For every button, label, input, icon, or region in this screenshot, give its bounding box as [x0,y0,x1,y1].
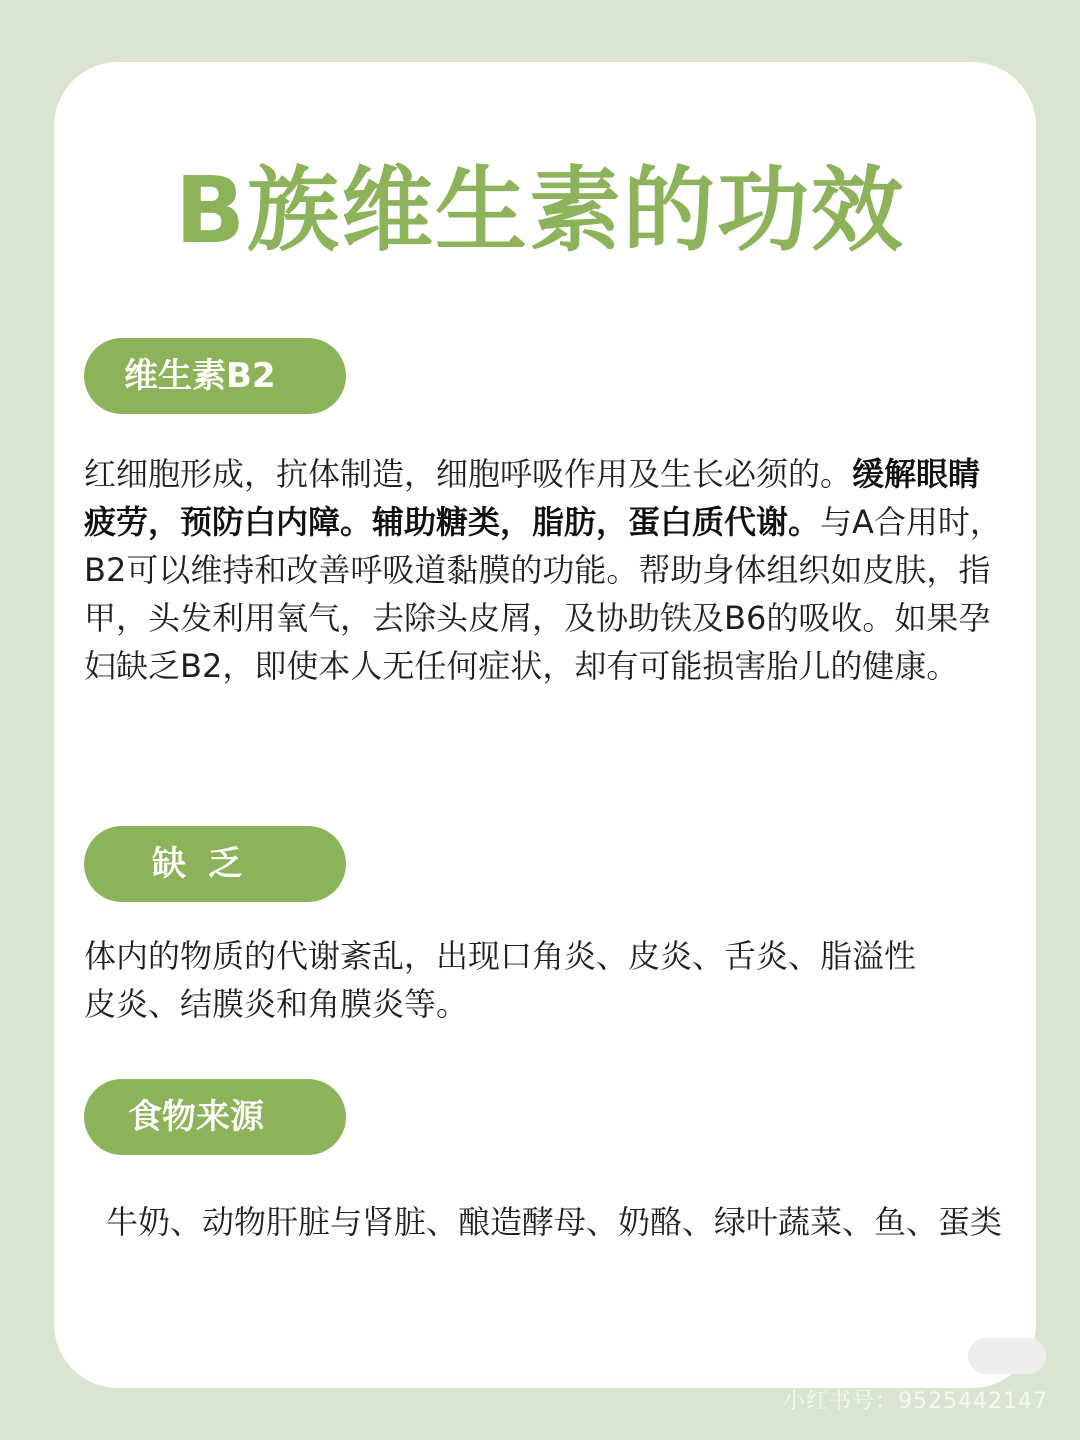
page-title: B族维生素的功效 [174,157,906,264]
food-sources-text: 牛奶、动物肝脏与肾脏、酿造酵母、奶酪、绿叶蔬菜、鱼、蛋类 [106,1203,1003,1241]
section-label-deficiency: 缺乏 [84,826,346,902]
watermark-logo-icon [968,1338,1046,1374]
description-bold-text: 缓解眼睛疲劳，预防白内障。辅助糖类，脂肪，蛋白质代谢。 [84,455,981,541]
watermark: 小红书号：9525442147 [783,1389,1048,1414]
section-label-vitamin-b2: 维生素B2 [84,338,346,414]
vitamin-b2-description [84,450,1004,690]
deficiency-description: 体内的物质的代谢紊乱，出现口角炎、皮炎、舌炎、脂溢性皮炎、结膜炎和角膜炎等。 [84,937,917,1023]
section-label-food-sources: 食物来源 [84,1079,346,1155]
description-text: 红细胞形成，抗体制造，细胞呼吸作用及生长必须的。 [84,455,853,493]
description-text: 与A合用时，B2可以维持和改善呼吸道黏膜的功能。帮助身体组织如皮肤，指甲，头发利用氧气，去除头皮屑，及协助铁及B6的吸收。如果孕妇缺乏B2，即使本人无任何症状，却有可能损害胎儿的健康。 [84,503,1002,685]
